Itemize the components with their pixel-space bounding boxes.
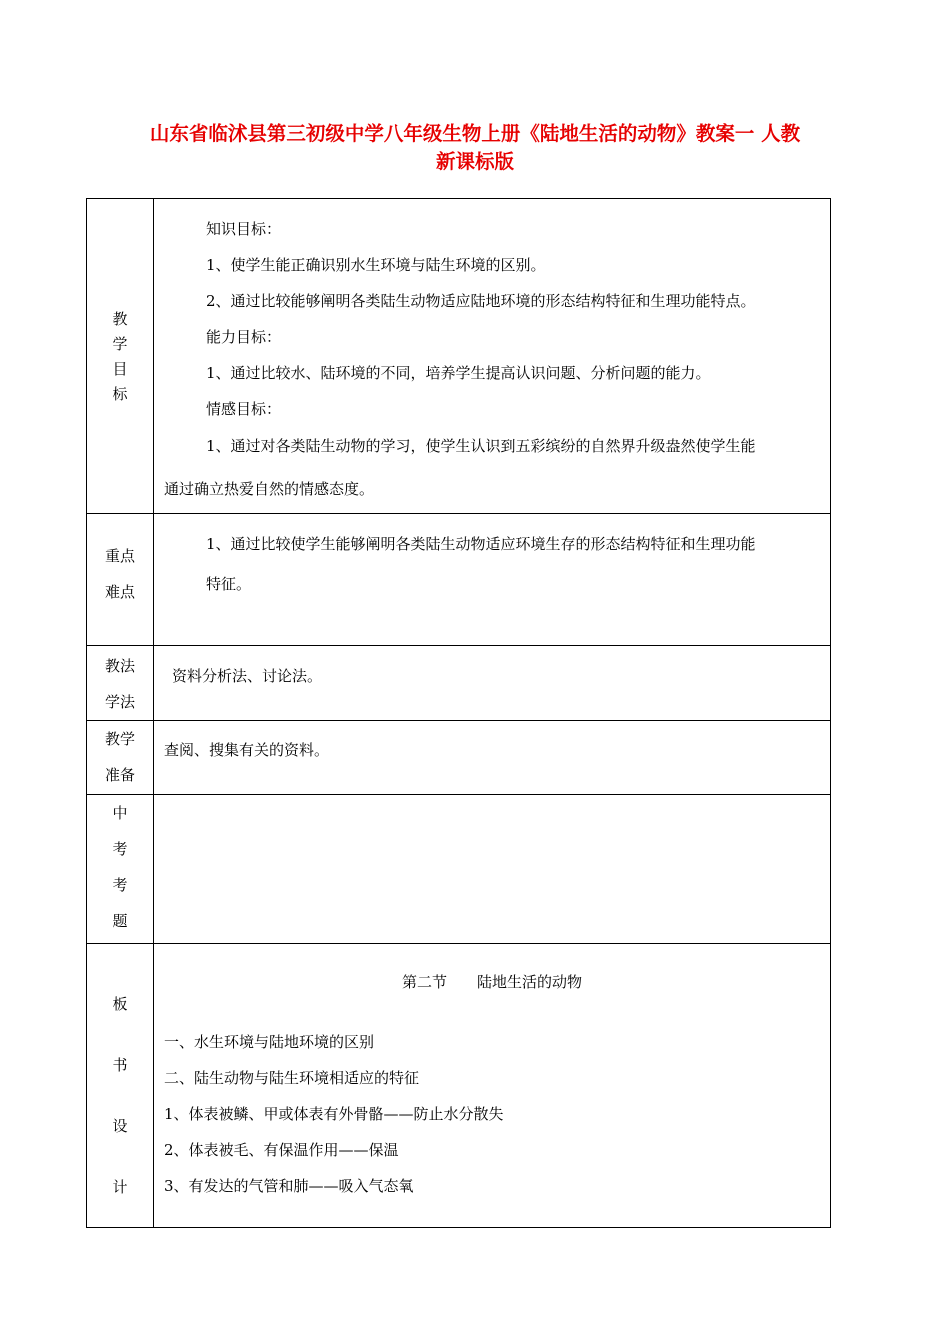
board-label-char: 板 (112, 995, 128, 1013)
board-line: 二、陆生动物与陆生环境相适应的特征 (164, 1069, 420, 1087)
title-line-1: 山东省临沭县第三初级中学八年级生物上册《陆地生活的动物》教案一 人教 (149, 122, 801, 145)
table-row-methods (87, 646, 831, 721)
key-points-label-line: 重点 (104, 547, 135, 565)
board-line: 一、水生环境与陆地环境的区别 (164, 1033, 375, 1051)
exam-label (87, 795, 154, 944)
objectives-line: 2、通过比较能够阐明各类陆生动物适应陆地环境的形态结构特征和生理功能特点。 (206, 292, 756, 310)
objectives-line: 1、通过对各类陆生动物的学习，使学生认识到五彩缤纷的自然界升级盎然使学生能 (206, 437, 756, 455)
methods-text: 资料分析法、讨论法。 (172, 667, 323, 685)
exam-label-char: 考 (112, 840, 128, 858)
board-line: 1、体表被鳞、甲或体表有外骨骼——防止水分散失 (164, 1105, 504, 1123)
table-row-board (87, 944, 831, 1228)
table-row-key-points (87, 514, 831, 646)
key-points-content (154, 514, 831, 646)
lesson-plan-table (86, 198, 831, 1228)
preparation-label-line: 教学 (104, 730, 135, 748)
table-row-exam (87, 795, 831, 944)
objectives-line: 通过确立热爱自然的情感态度。 (164, 480, 375, 498)
board-label-char: 书 (112, 1056, 128, 1074)
preparation-label-line: 准备 (104, 766, 135, 784)
key-points-label (87, 514, 154, 646)
board-label-char: 设 (112, 1117, 128, 1135)
preparation-label (87, 721, 154, 795)
methods-label-line: 教法 (104, 657, 135, 675)
table-row-objectives (87, 199, 831, 514)
document-title (90, 120, 860, 176)
objectives-content (154, 199, 831, 514)
methods-label (87, 646, 154, 721)
exam-label-char: 题 (112, 912, 128, 930)
objectives-label (87, 199, 154, 514)
objectives-label-char: 标 (112, 385, 128, 403)
objectives-line: 1、使学生能正确识别水生环境与陆生环境的区别。 (206, 256, 546, 274)
exam-label-char: 考 (112, 876, 128, 894)
objectives-line: 知识目标： (206, 220, 282, 238)
board-label (87, 944, 154, 1228)
objectives-label-char: 学 (112, 335, 128, 353)
key-points-line: 特征。 (206, 575, 252, 593)
board-heading: 第二节 陆地生活的动物 (401, 973, 582, 991)
board-label-char: 计 (112, 1178, 128, 1196)
objectives-label-char: 目 (112, 360, 128, 378)
objectives-line: 能力目标： (206, 328, 282, 346)
board-content (154, 944, 831, 1228)
board-line: 3、有发达的气管和肺——吸入气态氧 (164, 1177, 414, 1195)
key-points-line: 1、通过比较使学生能够阐明各类陆生动物适应环境生存的形态结构特征和生理功能 (206, 535, 756, 553)
title-line-2: 新课标版 (435, 150, 514, 173)
objectives-line: 1、通过比较水、陆环境的不同，培养学生提高认识问题、分析问题的能力。 (206, 364, 711, 382)
objectives-line: 情感目标： (206, 400, 282, 418)
preparation-text: 查阅、搜集有关的资料。 (164, 741, 330, 759)
board-line: 2、体表被毛、有保温作用——保温 (164, 1141, 399, 1159)
methods-label-line: 学法 (104, 693, 135, 711)
exam-label-char: 中 (112, 804, 128, 822)
methods-content (154, 646, 831, 721)
exam-content (154, 795, 831, 944)
preparation-content (154, 721, 831, 795)
objectives-label-char: 教 (112, 310, 128, 328)
key-points-label-line: 难点 (104, 583, 135, 601)
table-row-preparation (87, 721, 831, 795)
